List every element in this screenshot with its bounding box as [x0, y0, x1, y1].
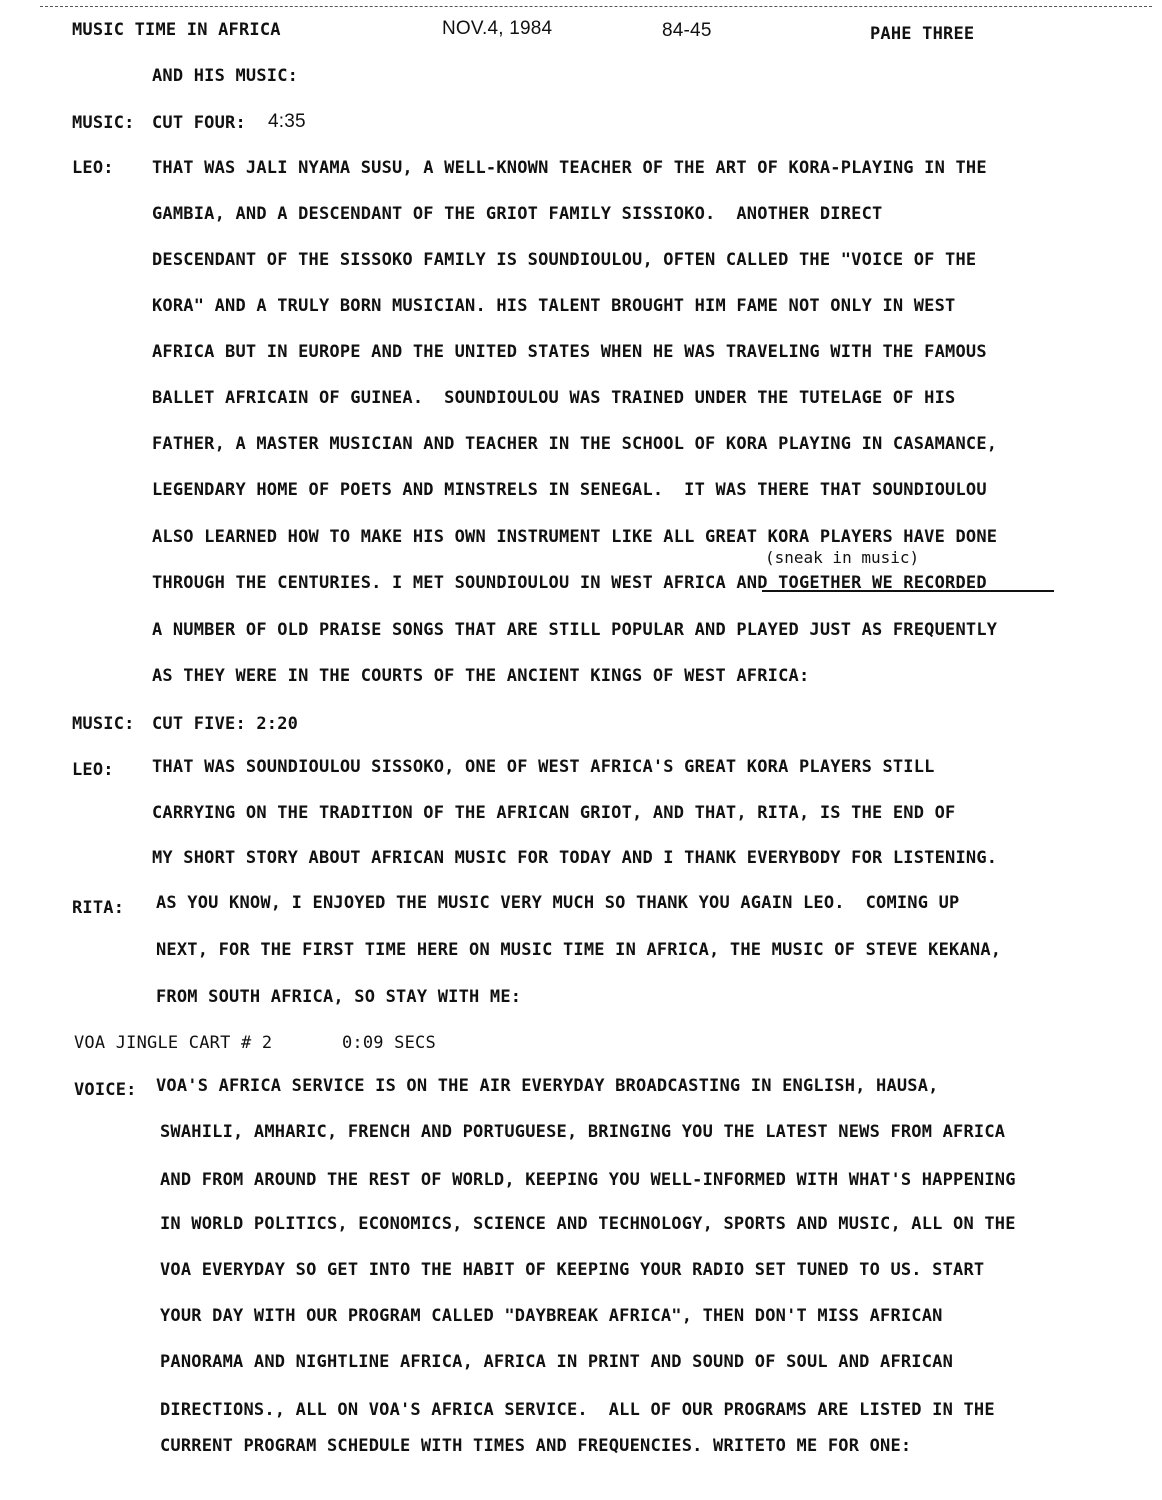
text-line: DIRECTIONS., ALL ON VOA'S AFRICA SERVICE. ALL OF OUR PROGRAMS ARE LISTED IN THE	[160, 1400, 995, 1420]
sneak-in-music-note: (sneak in music)	[765, 548, 920, 567]
text-line: LEGENDARY HOME OF POETS AND MINSTRELS IN SENEGAL. IT WAS THERE THAT SOUNDIOULOU	[152, 480, 987, 500]
cue-label: MUSIC:	[72, 714, 135, 734]
text-line: NEXT, FOR THE FIRST TIME HERE ON MUSIC TIME IN AFRICA, THE MUSIC OF STEVE KEKANA,	[156, 940, 1002, 960]
text-line: PANORAMA AND NIGHTLINE AFRICA, AFRICA IN PRINT AND SOUND OF SOUL AND AFRICAN	[160, 1352, 954, 1372]
text-line: AS THEY WERE IN THE COURTS OF THE ANCIENT KINGS OF WEST AFRICA:	[152, 666, 810, 686]
text-line: ALSO LEARNED HOW TO MAKE HIS OWN INSTRUMENT LIKE ALL GREAT KORA PLAYERS HAVE DONE	[152, 527, 998, 547]
text-line: FATHER, A MASTER MUSICIAN AND TEACHER IN THE SCHOOL OF KORA PLAYING IN CASAMANCE,	[152, 434, 998, 454]
text-line: AND FROM AROUND THE REST OF WORLD, KEEPING YOU WELL-INFORMED WITH WHAT'S HAPPENING	[160, 1170, 1016, 1190]
header-page: PAHE THREE	[870, 24, 975, 44]
speaker-label: LEO:	[72, 760, 114, 780]
text-line: BALLET AFRICAIN OF GUINEA. SOUNDIOULOU WAS TRAINED UNDER THE TUTELAGE OF HIS	[152, 388, 956, 408]
text-line: SWAHILI, AMHARIC, FRENCH AND PORTUGUESE, BRINGING YOU THE LATEST NEWS FROM AFRICA	[160, 1122, 1006, 1142]
header-number: 84-45	[662, 20, 712, 41]
text-line: CURRENT PROGRAM SCHEDULE WITH TIMES AND FREQUENCIES. WRITETO ME FOR ONE:	[160, 1436, 912, 1456]
cue-text: CUT FOUR:	[152, 113, 246, 133]
underline-mark	[762, 590, 1054, 592]
text-line: A NUMBER OF OLD PRAISE SONGS THAT ARE STILL POPULAR AND PLAYED JUST AS FREQUENTLY	[152, 620, 998, 640]
jingle-time: 0:09 SECS	[342, 1033, 436, 1053]
text-line: MY SHORT STORY ABOUT AFRICAN MUSIC FOR TODAY AND I THANK EVERYBODY FOR LISTENING.	[152, 848, 998, 868]
text-line: VOA EVERYDAY SO GET INTO THE HABIT OF KEEPING YOUR RADIO SET TUNED TO US. START	[160, 1260, 985, 1280]
speaker-label: VOICE:	[74, 1080, 137, 1100]
text-line: CARRYING ON THE TRADITION OF THE AFRICAN GRIOT, AND THAT, RITA, IS THE END OF	[152, 803, 956, 823]
text-line: THAT WAS JALI NYAMA SUSU, A WELL-KNOWN TEACHER OF THE ART OF KORA-PLAYING IN THE	[152, 158, 987, 178]
text-line: THROUGH THE CENTURIES. I MET SOUNDIOULOU IN WEST AFRICA AND TOGETHER WE RECORDED	[152, 573, 987, 593]
header-date: NOV.4, 1984	[442, 18, 553, 39]
text-line: IN WORLD POLITICS, ECONOMICS, SCIENCE AND TECHNOLOGY, SPORTS AND MUSIC, ALL ON THE	[160, 1214, 1016, 1234]
speaker-label: RITA:	[72, 898, 125, 918]
speaker-label: LEO:	[72, 158, 114, 178]
text-line: VOA'S AFRICA SERVICE IS ON THE AIR EVERYDAY BROADCASTING IN ENGLISH, HAUSA,	[156, 1076, 939, 1096]
text-line: AFRICA BUT IN EUROPE AND THE UNITED STATES WHEN HE WAS TRAVELING WITH THE FAMOUS	[152, 342, 987, 362]
jingle-label: VOA JINGLE CART # 2	[74, 1033, 273, 1053]
cue-time: 4:35	[268, 111, 306, 132]
header-title: MUSIC TIME IN AFRICA	[72, 20, 281, 40]
text-line: GAMBIA, AND A DESCENDANT OF THE GRIOT FAMILY SISSIOKO. ANOTHER DIRECT	[152, 204, 883, 224]
cue-text: CUT FIVE: 2:20	[152, 714, 299, 734]
page-top-edge	[40, 6, 1152, 7]
text-line: THAT WAS SOUNDIOULOU SISSOKO, ONE OF WEST AFRICA'S GREAT KORA PLAYERS STILL	[152, 757, 935, 777]
text-line: KORA" AND A TRULY BORN MUSICIAN. HIS TALENT BROUGHT HIM FAME NOT ONLY IN WEST	[152, 296, 956, 316]
text-line: AS YOU KNOW, I ENJOYED THE MUSIC VERY MUCH SO THANK YOU AGAIN LEO. COMING UP	[156, 893, 960, 913]
text-line: YOUR DAY WITH OUR PROGRAM CALLED "DAYBREAK AFRICA", THEN DON'T MISS AFRICAN	[160, 1306, 943, 1326]
text-line: AND HIS MUSIC:	[152, 66, 299, 86]
cue-label: MUSIC:	[72, 113, 135, 133]
text-line: FROM SOUTH AFRICA, SO STAY WITH ME:	[156, 987, 522, 1007]
text-line: DESCENDANT OF THE SISSOKO FAMILY IS SOUNDIOULOU, OFTEN CALLED THE "VOICE OF THE	[152, 250, 977, 270]
